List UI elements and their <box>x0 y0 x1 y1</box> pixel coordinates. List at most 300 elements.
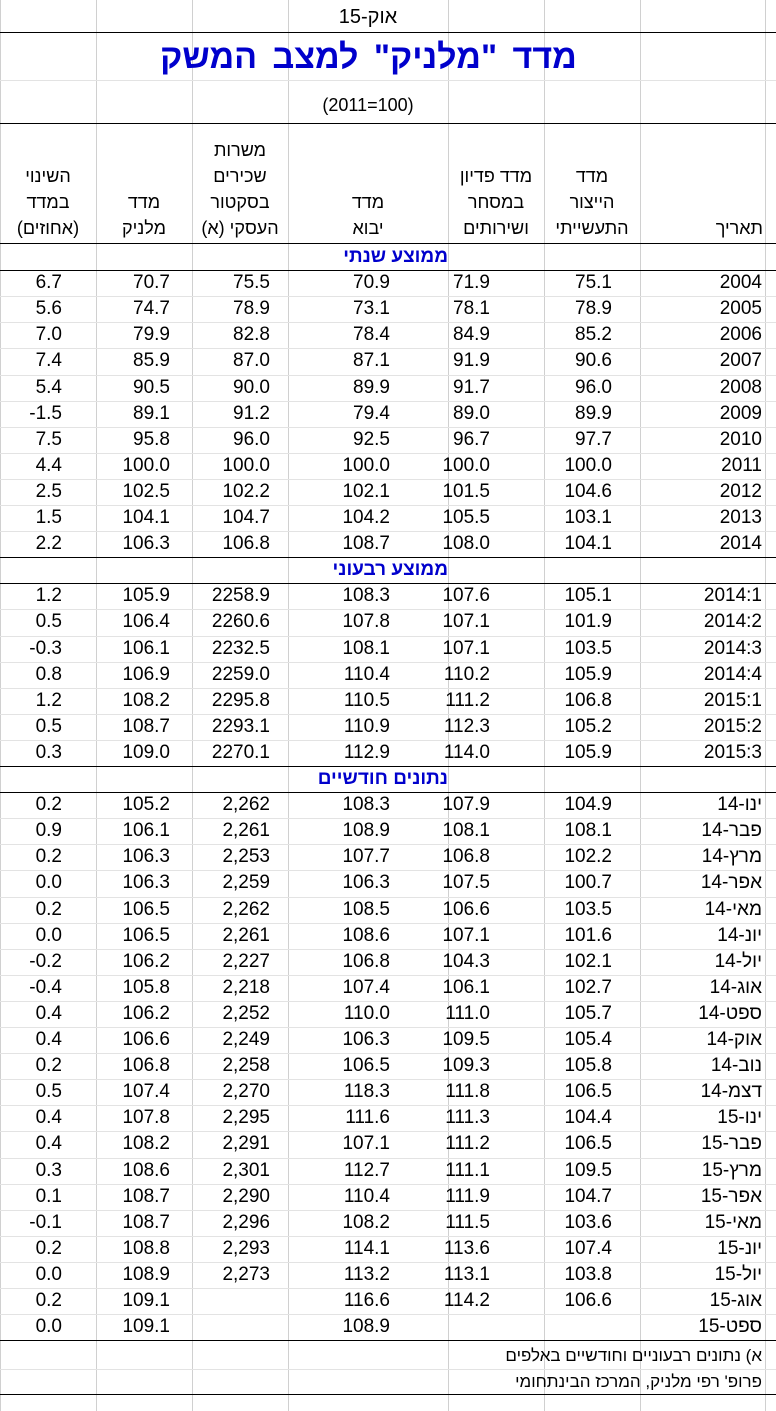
table-cell: 104.4 <box>564 1107 612 1128</box>
table-cell: 108.7 <box>122 1212 170 1233</box>
table-cell: 105.5 <box>442 507 490 528</box>
table-cell: 89.0 <box>453 403 490 424</box>
table-cell: 103.6 <box>564 1212 612 1233</box>
table-cell: 92.5 <box>353 429 390 450</box>
table-cell: 104.9 <box>564 794 612 815</box>
table-cell: 105.9 <box>122 585 170 606</box>
table-cell: 0.4 <box>35 1029 62 1050</box>
table-cell: 105.4 <box>564 1029 612 1050</box>
row-date: נוב-14 <box>710 1055 762 1076</box>
table-cell: 0.2 <box>35 1238 62 1259</box>
table-cell: 101.9 <box>564 611 612 632</box>
row-date: פבר-15 <box>701 1133 762 1154</box>
table-cell: 97.7 <box>575 429 612 450</box>
table-cell: 106.6 <box>442 899 490 920</box>
row-date: מרץ-15 <box>701 1160 762 1181</box>
table-cell: 103.5 <box>564 899 612 920</box>
table-cell: 0.8 <box>35 664 62 685</box>
table-cell: 104.7 <box>564 1186 612 1207</box>
row-date: 2015:2 <box>703 716 762 737</box>
table-cell: 95.8 <box>133 429 170 450</box>
base-year-label: (2011=100) <box>322 95 414 115</box>
table-cell: 111.2 <box>445 690 490 711</box>
page-title: מדד "מלניק" למצב המשק <box>160 38 577 76</box>
table-cell: 110.9 <box>343 716 390 737</box>
table-cell: 105.9 <box>564 664 612 685</box>
row-date: ינו-15 <box>717 1107 762 1128</box>
table-cell: 0.5 <box>35 611 62 632</box>
table-cell: 105.2 <box>564 716 612 737</box>
table-cell: 107.1 <box>342 1133 390 1154</box>
row-date: אפר-15 <box>700 1186 762 1207</box>
table-cell: 0.4 <box>35 1107 62 1128</box>
table-cell: 106.3 <box>122 872 170 893</box>
table-cell: 2,291 <box>222 1133 270 1154</box>
table-cell: 0.9 <box>35 820 62 841</box>
table-cell: 90.6 <box>575 350 612 371</box>
row-date: דצמ-14 <box>700 1081 762 1102</box>
table-cell: 106.1 <box>122 820 170 841</box>
table-cell: -1.5 <box>29 403 62 424</box>
grid-line <box>288 0 289 1411</box>
table-cell: 112.9 <box>343 742 390 763</box>
table-cell: 102.5 <box>122 481 170 502</box>
row-date: 2015:3 <box>703 742 762 763</box>
table-cell: 108.2 <box>342 1212 390 1233</box>
table-cell: 112.3 <box>443 716 490 737</box>
table-cell: 2,249 <box>222 1029 270 1050</box>
table-cell: 2,227 <box>222 951 270 972</box>
divider <box>0 1394 776 1395</box>
table-cell: 114.1 <box>343 1238 390 1259</box>
table-cell: 108.7 <box>122 1186 170 1207</box>
table-cell: 0.2 <box>35 899 62 920</box>
table-cell: -0.3 <box>29 638 62 659</box>
table-cell: 2260.6 <box>211 611 270 632</box>
table-cell: 96.7 <box>453 429 490 450</box>
table-cell: 111.3 <box>445 1107 490 1128</box>
table-cell: 5.4 <box>35 377 62 398</box>
column-header-industrial: מדד <box>575 166 609 186</box>
table-cell: 108.7 <box>122 716 170 737</box>
table-cell: 0.0 <box>35 1264 62 1285</box>
row-date: אפר-14 <box>700 872 762 893</box>
table-cell: 111.6 <box>345 1107 390 1128</box>
table-cell: 108.9 <box>122 1264 170 1285</box>
table-cell: 106.5 <box>564 1133 612 1154</box>
table-cell: 90.0 <box>233 377 270 398</box>
table-cell <box>180 1288 270 1314</box>
table-cell: 106.8 <box>342 951 390 972</box>
table-cell: 104.1 <box>564 533 612 554</box>
table-cell: 82.8 <box>233 324 270 345</box>
table-cell: 114.2 <box>443 1290 490 1311</box>
column-header-trade: ושירותים <box>463 218 529 238</box>
section-title: נתונים חודשיים <box>317 768 448 789</box>
table-cell: 108.6 <box>342 925 390 946</box>
table-cell <box>522 1314 612 1340</box>
divider <box>0 32 776 33</box>
table-cell: 109.1 <box>122 1290 170 1311</box>
column-header-change: (אחוזים) <box>16 218 80 238</box>
table-cell: 87.0 <box>233 350 270 371</box>
table-cell: 103.5 <box>564 638 612 659</box>
table-cell: 110.4 <box>343 664 390 685</box>
table-cell: 85.2 <box>575 324 612 345</box>
section-title: ממוצע רבעוני <box>332 559 448 580</box>
row-date: 2015:1 <box>703 690 762 711</box>
table-cell: 107.8 <box>342 611 390 632</box>
footnote-units: א) נתונים רבעוניים וחודשיים באלפים <box>505 1346 762 1365</box>
table-cell: 7.0 <box>35 324 62 345</box>
table-cell: 106.9 <box>122 664 170 685</box>
table-cell: 79.4 <box>353 403 390 424</box>
column-header-melnick: מדד <box>127 192 161 212</box>
table-cell: -0.4 <box>29 977 62 998</box>
table-cell: 105.9 <box>564 742 612 763</box>
table-cell: 2,258 <box>222 1055 270 1076</box>
table-cell: 100.0 <box>342 455 390 476</box>
table-cell: 102.1 <box>342 481 390 502</box>
row-date: 2013 <box>719 507 762 528</box>
table-cell: 108.1 <box>342 638 390 659</box>
table-cell: 107.4 <box>564 1238 612 1259</box>
row-date: 2010 <box>719 429 762 450</box>
table-cell: 107.6 <box>442 585 490 606</box>
table-cell: 106.3 <box>342 1029 390 1050</box>
table-cell: 106.5 <box>122 925 170 946</box>
table-cell: 0.1 <box>35 1186 62 1207</box>
table-cell: 109.5 <box>564 1160 612 1181</box>
table-cell: 90.5 <box>133 377 170 398</box>
table-cell: 104.7 <box>222 507 270 528</box>
row-date: 2014:2 <box>703 611 762 632</box>
row-date: 2014:3 <box>703 638 762 659</box>
table-cell: 100.0 <box>442 455 490 476</box>
column-header-trade: במסחר <box>467 192 525 212</box>
table-cell: 108.9 <box>342 1316 390 1337</box>
table-cell: 102.2 <box>222 481 270 502</box>
table-cell: 4.4 <box>35 455 62 476</box>
table-cell: 114.0 <box>443 742 490 763</box>
table-cell: 100.7 <box>564 872 612 893</box>
table-cell: 105.7 <box>564 1003 612 1024</box>
table-cell: 2,218 <box>222 977 270 998</box>
period-label: אוק-15 <box>338 6 398 28</box>
table-cell: 7.5 <box>35 429 62 450</box>
table-cell: 106.4 <box>122 611 170 632</box>
row-date: 2014 <box>719 533 762 554</box>
table-cell: 113.2 <box>343 1264 390 1285</box>
table-cell: 100.0 <box>122 455 170 476</box>
table-cell: 87.1 <box>353 350 390 371</box>
row-date: אוג-15 <box>709 1290 762 1311</box>
table-cell: 2,253 <box>222 846 270 867</box>
row-date: יונ-15 <box>717 1238 762 1259</box>
row-date: 2008 <box>719 377 762 398</box>
row-date: 2014:4 <box>703 664 762 685</box>
table-cell: 96.0 <box>575 377 612 398</box>
column-header-jobs: העסקי (א) <box>201 218 279 238</box>
table-cell: 96.0 <box>233 429 270 450</box>
divider <box>0 1340 776 1341</box>
table-cell: 0.0 <box>35 872 62 893</box>
table-cell: 106.2 <box>122 1003 170 1024</box>
table-cell: 106.8 <box>122 1055 170 1076</box>
table-cell: 2232.5 <box>211 638 270 659</box>
table-cell: 2,261 <box>222 925 270 946</box>
table-cell: 2.5 <box>35 481 62 502</box>
row-date: אוק-14 <box>706 1029 762 1050</box>
table-cell: 70.9 <box>353 272 390 293</box>
table-cell: 104.1 <box>122 507 170 528</box>
table-cell: 108.7 <box>342 533 390 554</box>
column-header-imports: מדד <box>351 192 385 212</box>
table-cell: 106.5 <box>122 899 170 920</box>
table-cell: 107.7 <box>342 846 390 867</box>
table-cell: 89.9 <box>575 403 612 424</box>
table-cell: 2.2 <box>35 533 62 554</box>
table-cell: 1.2 <box>35 690 62 711</box>
table-cell: 0.2 <box>35 1055 62 1076</box>
table-cell: 1.5 <box>35 507 62 528</box>
table-cell: 107.1 <box>442 925 490 946</box>
row-date: מאי-15 <box>704 1212 762 1233</box>
table-cell: 2,273 <box>222 1264 270 1285</box>
row-date: מרץ-14 <box>701 846 762 867</box>
table-cell: 104.6 <box>564 481 612 502</box>
table-cell: 107.4 <box>342 977 390 998</box>
row-date: 2005 <box>719 298 762 319</box>
table-cell: 106.5 <box>564 1081 612 1102</box>
table-cell: 106.8 <box>222 533 270 554</box>
table-cell: 100.0 <box>564 455 612 476</box>
table-cell: 75.1 <box>575 272 612 293</box>
table-cell: 106.5 <box>342 1055 390 1076</box>
row-date: ינו-14 <box>717 794 762 815</box>
divider <box>0 123 776 124</box>
table-cell: 79.9 <box>133 324 170 345</box>
column-header-industrial: הייצור <box>569 192 615 212</box>
table-cell: 108.9 <box>342 820 390 841</box>
table-cell: 105.2 <box>122 794 170 815</box>
table-cell: 108.3 <box>342 794 390 815</box>
table-cell: 2,262 <box>222 899 270 920</box>
table-cell: 0.0 <box>35 925 62 946</box>
row-date: 2014:1 <box>703 585 762 606</box>
table-cell: 78.1 <box>453 298 490 319</box>
table-cell: 107.1 <box>442 638 490 659</box>
table-cell: 2,296 <box>222 1212 270 1233</box>
row-date: ספט-14 <box>698 1003 762 1024</box>
table-cell: 113.1 <box>443 1264 490 1285</box>
column-header-imports: יבוא <box>352 218 384 238</box>
table-cell: 101.5 <box>442 481 490 502</box>
grid-row-line <box>0 80 776 81</box>
table-cell: 2293.1 <box>211 716 270 737</box>
table-cell: 106.2 <box>122 951 170 972</box>
table-cell: 2,262 <box>222 794 270 815</box>
table-cell: 111.1 <box>445 1160 490 1181</box>
row-date: יול-14 <box>714 951 762 972</box>
column-header-trade: מדד פדיון <box>459 166 533 186</box>
table-cell: 108.0 <box>442 533 490 554</box>
column-header-jobs: שכירים <box>213 166 267 186</box>
table-cell: 103.1 <box>564 507 612 528</box>
table-cell: 2295.8 <box>211 690 270 711</box>
row-date: ספט-15 <box>698 1316 762 1337</box>
table-cell: 113.6 <box>443 1238 490 1259</box>
column-header-change: במדד <box>26 192 70 212</box>
table-cell: 91.9 <box>453 350 490 371</box>
column-header-jobs: משרות <box>213 140 267 160</box>
table-cell: 2,270 <box>222 1081 270 1102</box>
table-cell: 70.7 <box>133 272 170 293</box>
table-cell: 74.7 <box>133 298 170 319</box>
table-cell: 111.8 <box>445 1081 490 1102</box>
table-cell: 2,290 <box>222 1186 270 1207</box>
column-header-date: תאריך <box>715 218 763 238</box>
table-cell: 2258.9 <box>211 585 270 606</box>
table-cell: 100.0 <box>222 455 270 476</box>
section-title: ממוצע שנתי <box>343 246 448 267</box>
table-cell: 106.3 <box>342 872 390 893</box>
row-date: 2012 <box>719 481 762 502</box>
table-cell: 2,252 <box>222 1003 270 1024</box>
grid-line <box>640 0 641 1411</box>
table-cell: 6.7 <box>35 272 62 293</box>
table-cell: 5.6 <box>35 298 62 319</box>
table-cell: 0.5 <box>35 716 62 737</box>
table-cell: 108.8 <box>122 1238 170 1259</box>
table-cell <box>180 1314 270 1340</box>
column-header-industrial: התעשייתי <box>555 218 629 238</box>
table-cell: 0.3 <box>35 742 62 763</box>
table-cell: 78.9 <box>575 298 612 319</box>
table-cell: 110.5 <box>343 690 390 711</box>
table-cell: 89.9 <box>353 377 390 398</box>
grid-line <box>765 0 766 1411</box>
table-cell: 84.9 <box>453 324 490 345</box>
table-cell: 102.1 <box>564 951 612 972</box>
table-cell: 104.3 <box>442 951 490 972</box>
table-cell: 107.9 <box>442 794 490 815</box>
table-cell: 106.1 <box>122 638 170 659</box>
table-cell: 107.4 <box>122 1081 170 1102</box>
table-cell: 7.4 <box>35 350 62 371</box>
table-cell: 1.2 <box>35 585 62 606</box>
table-cell: 106.3 <box>122 533 170 554</box>
table-cell: 89.1 <box>133 403 170 424</box>
row-date: אוג-14 <box>709 977 762 998</box>
table-cell: 85.9 <box>133 350 170 371</box>
table-cell: 0.4 <box>35 1133 62 1154</box>
footnote-author: פרופ' רפי מלניק, המרכז הבינתחומי <box>515 1372 762 1391</box>
table-cell: 110.2 <box>443 664 490 685</box>
table-cell: 78.9 <box>233 298 270 319</box>
table-cell: 110.4 <box>343 1186 390 1207</box>
row-date: יול-15 <box>714 1264 762 1285</box>
table-cell: 105.1 <box>564 585 612 606</box>
table-cell: 106.6 <box>122 1029 170 1050</box>
table-cell: 0.2 <box>35 1290 62 1311</box>
table-cell: 106.1 <box>442 977 490 998</box>
table-cell: 0.0 <box>35 1316 62 1337</box>
table-cell: 111.9 <box>445 1186 490 1207</box>
column-header-jobs: בסקטור <box>210 192 270 212</box>
table-cell: 0.5 <box>35 1081 62 1102</box>
table-cell: 2,295 <box>222 1107 270 1128</box>
table-cell: 107.5 <box>442 872 490 893</box>
table-cell: 73.1 <box>353 298 390 319</box>
table-cell: 106.6 <box>564 1290 612 1311</box>
table-cell: 111.2 <box>445 1133 490 1154</box>
row-date: 2007 <box>719 350 762 371</box>
table-cell: 107.1 <box>442 611 490 632</box>
table-cell: 111.5 <box>445 1212 490 1233</box>
table-cell: 2,261 <box>222 820 270 841</box>
table-cell: 108.1 <box>564 820 612 841</box>
table-cell: -0.2 <box>29 951 62 972</box>
table-cell: 91.7 <box>453 377 490 398</box>
table-cell: 106.8 <box>564 690 612 711</box>
row-date: יונ-14 <box>717 925 762 946</box>
table-cell: 75.5 <box>233 272 270 293</box>
table-cell: 104.2 <box>342 507 390 528</box>
column-header-melnick: מלניק <box>121 218 167 238</box>
table-cell: 2,301 <box>222 1160 270 1181</box>
table-cell: 105.8 <box>564 1055 612 1076</box>
table-cell: 2,293 <box>222 1238 270 1259</box>
table-cell: 118.3 <box>343 1081 390 1102</box>
row-date: 2004 <box>719 272 762 293</box>
table-cell: 112.7 <box>343 1160 390 1181</box>
row-date: 2011 <box>721 455 762 476</box>
table-cell <box>400 1314 490 1340</box>
row-date: פבר-14 <box>701 820 762 841</box>
table-cell: 116.6 <box>343 1290 390 1311</box>
table-cell: 105.8 <box>122 977 170 998</box>
table-cell: 110.0 <box>343 1003 390 1024</box>
table-cell: 0.2 <box>35 794 62 815</box>
table-cell: 109.1 <box>122 1316 170 1337</box>
table-cell: 71.9 <box>453 272 490 293</box>
column-header-change: השינוי <box>25 166 71 186</box>
table-cell: 108.3 <box>342 585 390 606</box>
table-cell: 107.8 <box>122 1107 170 1128</box>
table-cell: 106.3 <box>122 846 170 867</box>
table-cell: 108.2 <box>122 1133 170 1154</box>
table-cell: 0.4 <box>35 1003 62 1024</box>
table-cell: 111.0 <box>445 1003 490 1024</box>
table-cell: 108.2 <box>122 690 170 711</box>
table-cell: 2259.0 <box>211 664 270 685</box>
table-cell: 106.8 <box>442 846 490 867</box>
table-cell: 108.1 <box>442 820 490 841</box>
table-cell: 2270.1 <box>211 742 270 763</box>
table-cell: 108.6 <box>122 1160 170 1181</box>
table-cell: 0.2 <box>35 846 62 867</box>
table-cell: 91.2 <box>233 403 270 424</box>
row-date: 2006 <box>719 324 762 345</box>
table-cell: 109.5 <box>442 1029 490 1050</box>
row-date: מאי-14 <box>704 899 762 920</box>
table-cell: 102.2 <box>564 846 612 867</box>
table-cell: 102.7 <box>564 977 612 998</box>
table-cell: 103.8 <box>564 1264 612 1285</box>
table-cell: 2,259 <box>222 872 270 893</box>
table-cell: 109.0 <box>122 742 170 763</box>
